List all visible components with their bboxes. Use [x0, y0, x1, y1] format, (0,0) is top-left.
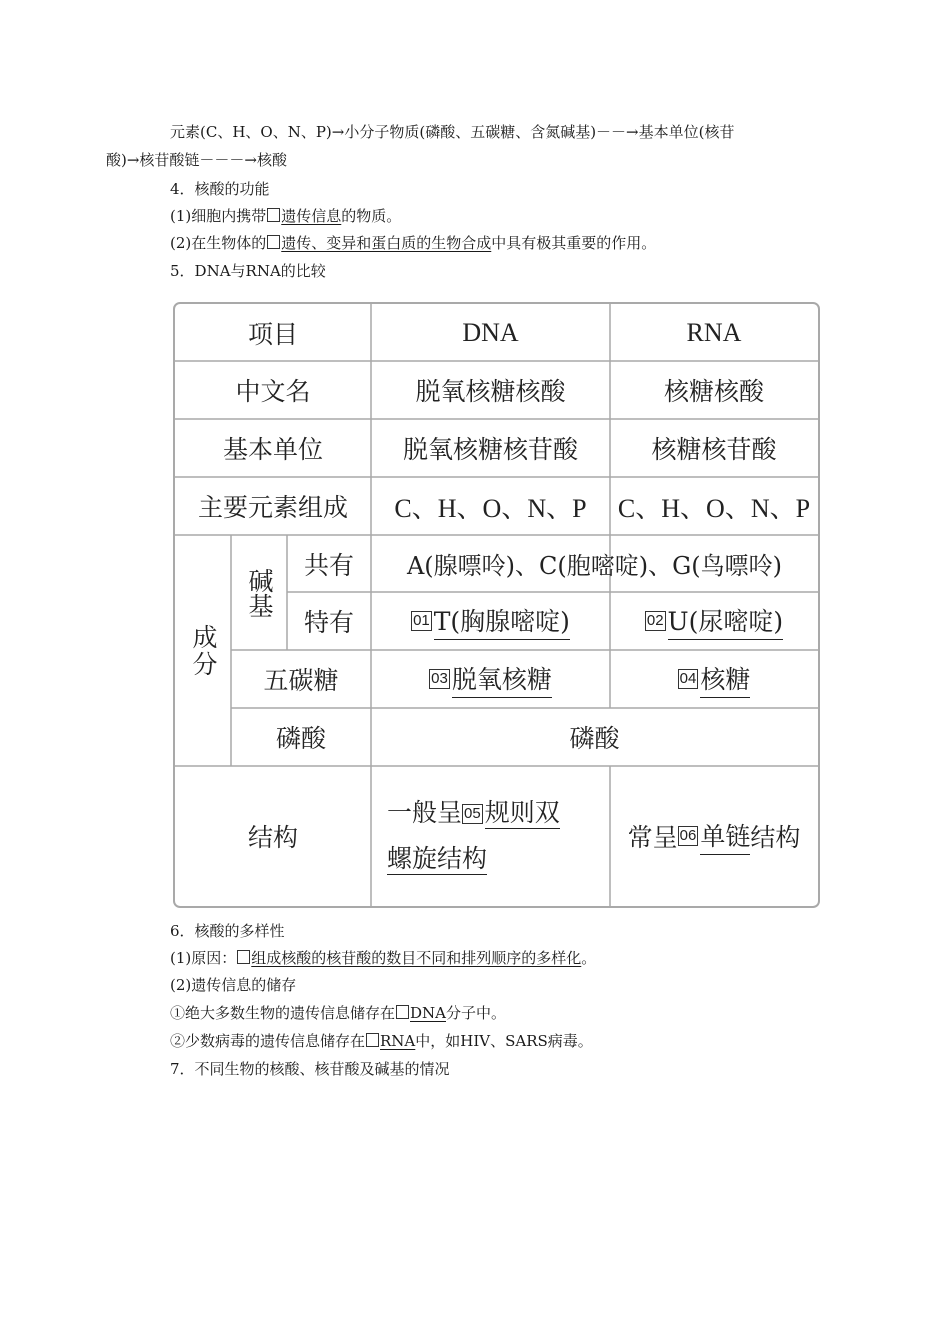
answer-number-badge: 02 — [646, 612, 664, 629]
section-6-sub-2: ②少数病毒的遗传信息储存在 RNA中，如HIV、SARS病毒。 — [170, 1032, 593, 1050]
answer-text: T(胸腺嘧啶) — [434, 602, 570, 640]
answer-text: 核糖 — [700, 660, 750, 698]
intro-line-2: 酸)→核苷酸链－－－→核酸 — [106, 151, 287, 169]
answer-box-icon — [267, 235, 280, 249]
common-bases: A(腺嘌呤)、C(胞嘧啶)、G(鸟嘌呤) — [406, 552, 783, 580]
answer-text: U(尿嘧啶) — [668, 602, 784, 640]
dna-elements: C、H、O、N、P — [394, 493, 587, 523]
section-6-item-2: (2)遗传信息的储存 — [170, 976, 297, 994]
answer-text: DNA — [410, 1004, 446, 1022]
dna-chinese-name: 脱氧核糖核酸 — [415, 377, 566, 406]
dna-structure: 一般呈 05 规则双 螺旋结构 — [387, 798, 560, 873]
header-item: 项目 — [247, 319, 298, 349]
dna-unique-base — [371, 592, 610, 650]
answer-text: RNA — [380, 1032, 416, 1050]
row-label-pentose: 五碳糖 — [263, 666, 339, 695]
row-label-unique: 特有 — [303, 608, 354, 637]
answer-text: 遗传、变异和蛋白质的生物合成 — [281, 234, 492, 252]
row-label-chinese-name: 中文名 — [235, 377, 311, 406]
rna-basic-unit: 核糖核苷酸 — [651, 435, 777, 464]
header-rna: RNA — [686, 317, 742, 347]
answer-box-icon — [267, 208, 280, 222]
row-label-structure: 结构 — [247, 823, 298, 852]
intro-line-1: 元素(C、H、O、N、P)→小分子物质(磷酸、五碳糖、含氮碱基)－－→基本单位(核苷 — [170, 123, 735, 141]
answer-number-badge: 03 — [431, 670, 448, 687]
section-6-title: 6．核酸的多样性 — [170, 922, 285, 940]
answer-text: 脱氧核糖 — [452, 660, 552, 698]
answer-text: 规则双 — [484, 798, 560, 827]
section-4-item-2: (2)在生物体的 遗传、变异和蛋白质的生物合成中具有极其重要的作用。 — [170, 234, 657, 252]
row-label-common: 共有 — [303, 550, 354, 580]
intro-paragraph — [106, 118, 828, 174]
rna-pentose — [610, 650, 818, 708]
answer-number-badge: 04 — [679, 670, 697, 687]
answer-number-badge: 06 — [679, 827, 697, 844]
row-label-basic-unit: 基本单位 — [222, 435, 323, 464]
row-label-phosphate: 磷酸 — [275, 724, 326, 753]
rna-unique-base — [610, 592, 818, 650]
rna-chinese-name: 核糖核酸 — [663, 377, 764, 406]
answer-number-badge: 05 — [464, 805, 481, 822]
section-7-title: 7．不同生物的核酸、核苷酸及碱基的情况 — [170, 1060, 450, 1078]
section-4-title: 4．核酸的功能 — [170, 180, 270, 198]
answer-box-icon — [237, 950, 250, 964]
answer-text: 组成核酸的核苷酸的数目不同和排列顺序的多样化 — [251, 949, 582, 967]
dna-basic-unit: 脱氧核糖核苷酸 — [402, 435, 578, 464]
answer-text: 螺旋结构 — [387, 844, 488, 873]
row-label-bases: 碱基 — [245, 567, 274, 618]
section-6-item-1: (1)原因： 组成核酸的核苷酸的数目不同和排列顺序的多样化。 — [170, 949, 597, 967]
answer-number-badge: 01 — [413, 612, 430, 629]
answer-text: 遗传信息 — [281, 207, 342, 225]
answer-text: 单链 — [700, 817, 750, 855]
section-5-title: 5．DNA与RNA的比较 — [170, 262, 326, 280]
row-label-composition: 成分 — [189, 623, 218, 678]
row-label-elements: 主要元素组成 — [197, 493, 348, 522]
answer-box-icon — [366, 1033, 379, 1047]
section-4-item-1: (1)细胞内携带 遗传信息的物质。 — [170, 207, 402, 225]
phosphate-value: 磷酸 — [569, 724, 620, 753]
section-6-sub-1: ①绝大多数生物的遗传信息储存在 DNA分子中。 — [170, 1004, 507, 1022]
answer-box-icon — [396, 1005, 409, 1019]
rna-elements: C、H、O、N、P — [617, 493, 811, 523]
header-dna: DNA — [462, 317, 519, 347]
dna-rna-comparison-table — [173, 302, 820, 908]
dna-pentose — [371, 650, 610, 708]
rna-structure: 常呈 06 单链 结构 — [610, 766, 818, 906]
